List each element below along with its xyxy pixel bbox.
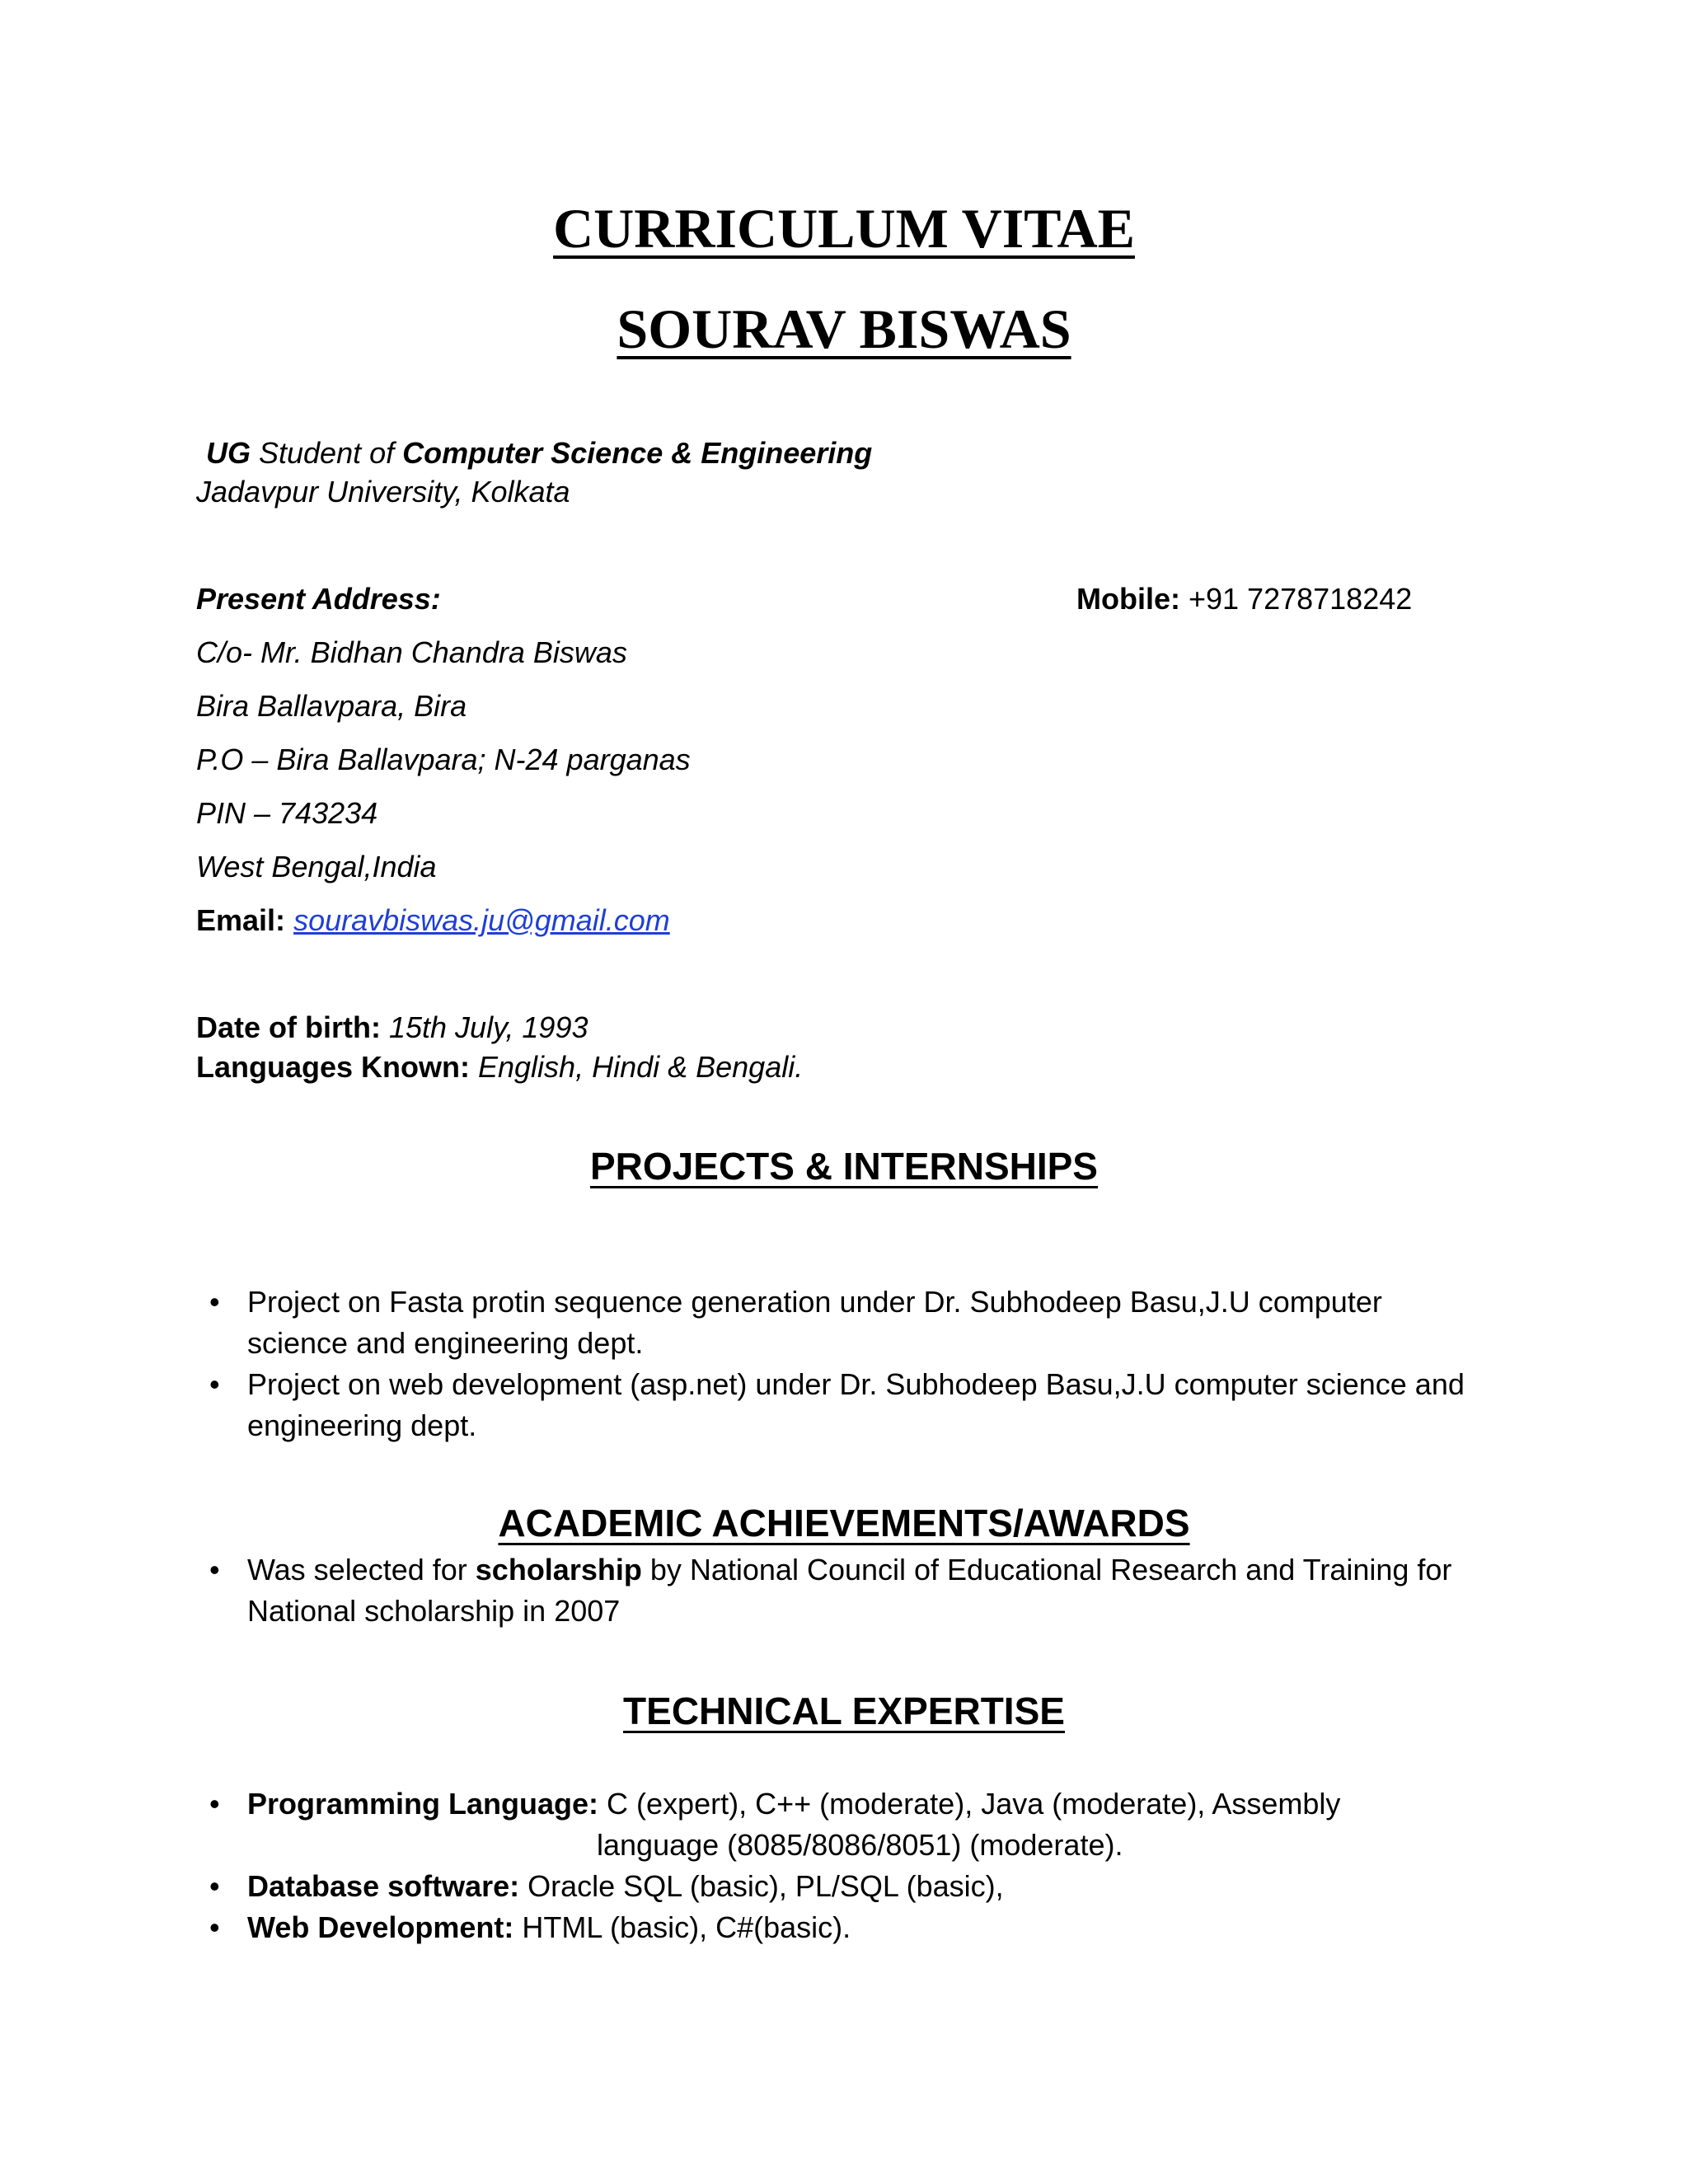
address-line: C/o- Mr. Bidhan Chandra Biswas <box>196 635 627 669</box>
mobile-line <box>1076 579 1412 619</box>
achievements-heading: ACADEMIC ACHIEVEMENTS/AWARDS <box>498 1502 1190 1544</box>
address-line: P.O – Bira Ballavpara; N-24 parganas <box>196 743 691 776</box>
mobile-value: +91 7278718242 <box>1179 582 1413 616</box>
dob-value: 15th July, 1993 <box>380 1010 588 1044</box>
dob-label: Date of birth: <box>196 1010 381 1044</box>
database-value: Oracle SQL (basic), PL/SQL (basic), <box>519 1869 1004 1903</box>
department-text: Computer Science & Engineering <box>402 436 873 470</box>
list-item <box>209 1282 1467 1364</box>
web-text <box>247 1907 1467 1948</box>
project-text: Project on web development (asp.net) under Dr. Subhodeep Basu,J.U computer science and engineering dept. <box>247 1367 1465 1442</box>
bullet-icon: • <box>209 1910 220 1944</box>
database-text <box>247 1866 1467 1907</box>
web-value: HTML (basic), C#(basic). <box>513 1910 851 1944</box>
dob-line <box>196 1008 588 1047</box>
profile-line <box>206 434 872 473</box>
project-text: Project on Fasta protin sequence generation under Dr. Subhodeep Basu,J.U computer science and engineering dept. <box>247 1285 1382 1360</box>
mobile-label: Mobile: <box>1076 582 1180 616</box>
document-title: CURRICULUM VITAE <box>553 197 1135 260</box>
languages-value: English, Hindi & Bengali. <box>470 1050 804 1084</box>
achievement-text <box>247 1549 1467 1632</box>
email-label: Email: <box>196 903 286 937</box>
languages-line <box>196 1047 803 1087</box>
database-label: Database software: <box>247 1869 520 1903</box>
list-item <box>209 1783 1467 1866</box>
bullet-icon: • <box>209 1869 220 1903</box>
languages-label: Languages Known: <box>196 1050 470 1084</box>
email-link[interactable]: souravbiswas.ju@gmail.com <box>293 903 670 937</box>
programming-value: C (expert), C++ (moderate), Java (moderate), Assembly <box>598 1787 1341 1821</box>
student-of-text: Student of <box>251 436 403 470</box>
technical-heading: TECHNICAL EXPERTISE <box>623 1690 1065 1732</box>
list-item <box>209 1907 1467 1948</box>
achievement-suffix: by National Council of Educational Research and Training for National scholarship in 2007 <box>247 1553 1452 1628</box>
bullet-icon: • <box>209 1367 220 1401</box>
bullet-icon: • <box>209 1285 220 1319</box>
achievement-prefix: Was selected for <box>247 1553 476 1586</box>
programming-text <box>247 1783 1467 1866</box>
projects-heading: PROJECTS & INTERNSHIPS <box>590 1145 1098 1188</box>
university-text: Jadavpur University, Kolkata <box>196 475 570 509</box>
list-item <box>209 1549 1467 1632</box>
present-address-label: Present Address: <box>196 582 441 616</box>
programming-value-continued: language (8085/8086/8051) (moderate). <box>597 1828 1123 1862</box>
programming-label: Programming Language: <box>247 1787 599 1821</box>
address-line: Bira Ballavpara, Bira <box>196 689 467 723</box>
address-line: West Bengal,India <box>196 850 437 883</box>
web-label: Web Development: <box>247 1910 514 1944</box>
ug-label: UG <box>206 436 251 470</box>
address-line: PIN – 743234 <box>196 796 378 830</box>
bullet-icon: • <box>209 1553 220 1586</box>
list-item <box>209 1866 1467 1907</box>
list-item <box>209 1364 1467 1446</box>
bullet-icon: • <box>209 1787 220 1821</box>
achievement-bold: scholarship <box>475 1553 642 1586</box>
email-line <box>196 901 670 940</box>
candidate-name: SOURAV BISWAS <box>617 298 1071 360</box>
